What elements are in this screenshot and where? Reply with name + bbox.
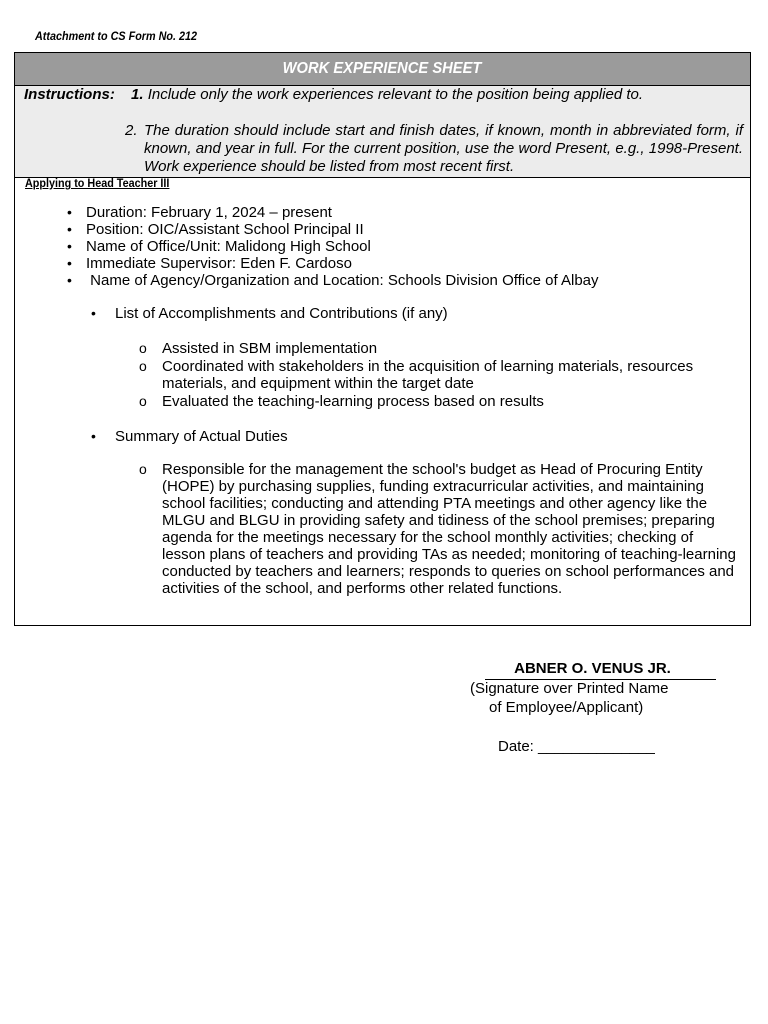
work-experience-sheet bbox=[14, 52, 751, 626]
applying-to-label: Applying to Head Teacher III bbox=[25, 176, 170, 190]
bullet-icon: • bbox=[91, 305, 96, 321]
detail-position: Position: OIC/Assistant School Principal II bbox=[86, 221, 364, 238]
duty-item: Responsible for the management the school's budget as Head of Procuring Entity (HOPE) by purchasing supplies, funding extracurricular activities, and maintaining school facilities; conducting and attending PTA meetings and other agency like the MLGU and BLGU in providing safety and tidiness of the school premises; preparing agenda for the meetings necessary for the school monthly activities; checking of lesson plans of teachers and providing TAs as needed; monitoring of teaching-learning conducted by teachers and learners; responds to queries on school performances and activities of the school, and performs other related functions. bbox=[162, 461, 736, 597]
bullet-icon: • bbox=[67, 204, 72, 220]
detail-duration: Duration: February 1, 2024 – present bbox=[86, 204, 332, 221]
sub-bullet-icon: o bbox=[139, 461, 147, 477]
instruction-1-text: Include only the work experiences relevant to the position being applied to. bbox=[147, 86, 644, 103]
bullet-icon: • bbox=[91, 428, 96, 444]
instructions-box bbox=[15, 86, 750, 178]
sheet-title-bar bbox=[15, 53, 750, 86]
date-field: Date: ______________ bbox=[498, 738, 655, 755]
detail-supervisor: Immediate Supervisor: Eden F. Cardoso bbox=[86, 255, 352, 272]
accomplishments-heading: List of Accomplishments and Contributions (if any) bbox=[115, 305, 448, 322]
signature-name: ABNER O. VENUS JR. bbox=[485, 660, 716, 680]
sub-bullet-icon: o bbox=[139, 358, 147, 374]
accomplishment-item: Evaluated the teaching-learning process based on results bbox=[162, 393, 544, 410]
detail-office: Name of Office/Unit: Malidong High School bbox=[86, 238, 371, 255]
detail-agency: Name of Agency/Organization and Location: Schools Division Office of Albay bbox=[86, 272, 599, 289]
instruction-1-number: 1. bbox=[131, 86, 144, 103]
bullet-icon: • bbox=[67, 255, 72, 271]
bullet-icon: • bbox=[67, 238, 72, 254]
sub-bullet-icon: o bbox=[139, 393, 147, 409]
duties-heading: Summary of Actual Duties bbox=[115, 428, 288, 445]
instruction-item-2 bbox=[125, 122, 743, 176]
instruction-item-1 bbox=[131, 86, 643, 103]
accomplishment-item: Assisted in SBM implementation bbox=[162, 340, 378, 357]
instruction-2-number: 2. bbox=[125, 122, 138, 139]
attachment-label: Attachment to CS Form No. 212 bbox=[35, 29, 198, 43]
accomplishment-item: Coordinated with stakeholders in the acquisition of learning materials, resources materials, and equipment within the target date bbox=[162, 358, 694, 392]
instruction-2-text: The duration should include start and finish dates, if known, month in abbreviated form, if known, and year in full. For the current position, use the word Present, e.g., 1998-Present. Work experience should be listed from most recent first. bbox=[144, 122, 743, 175]
bullet-icon: • bbox=[67, 272, 72, 288]
bullet-icon: • bbox=[67, 221, 72, 237]
sheet-title: WORK EXPERIENCE SHEET bbox=[283, 60, 482, 77]
signature-caption-line-2: of Employee/Applicant) bbox=[489, 699, 644, 716]
signature-caption-line-1: (Signature over Printed Name bbox=[470, 680, 669, 697]
sub-bullet-icon: o bbox=[139, 340, 147, 356]
instructions-label: Instructions: bbox=[24, 86, 115, 103]
